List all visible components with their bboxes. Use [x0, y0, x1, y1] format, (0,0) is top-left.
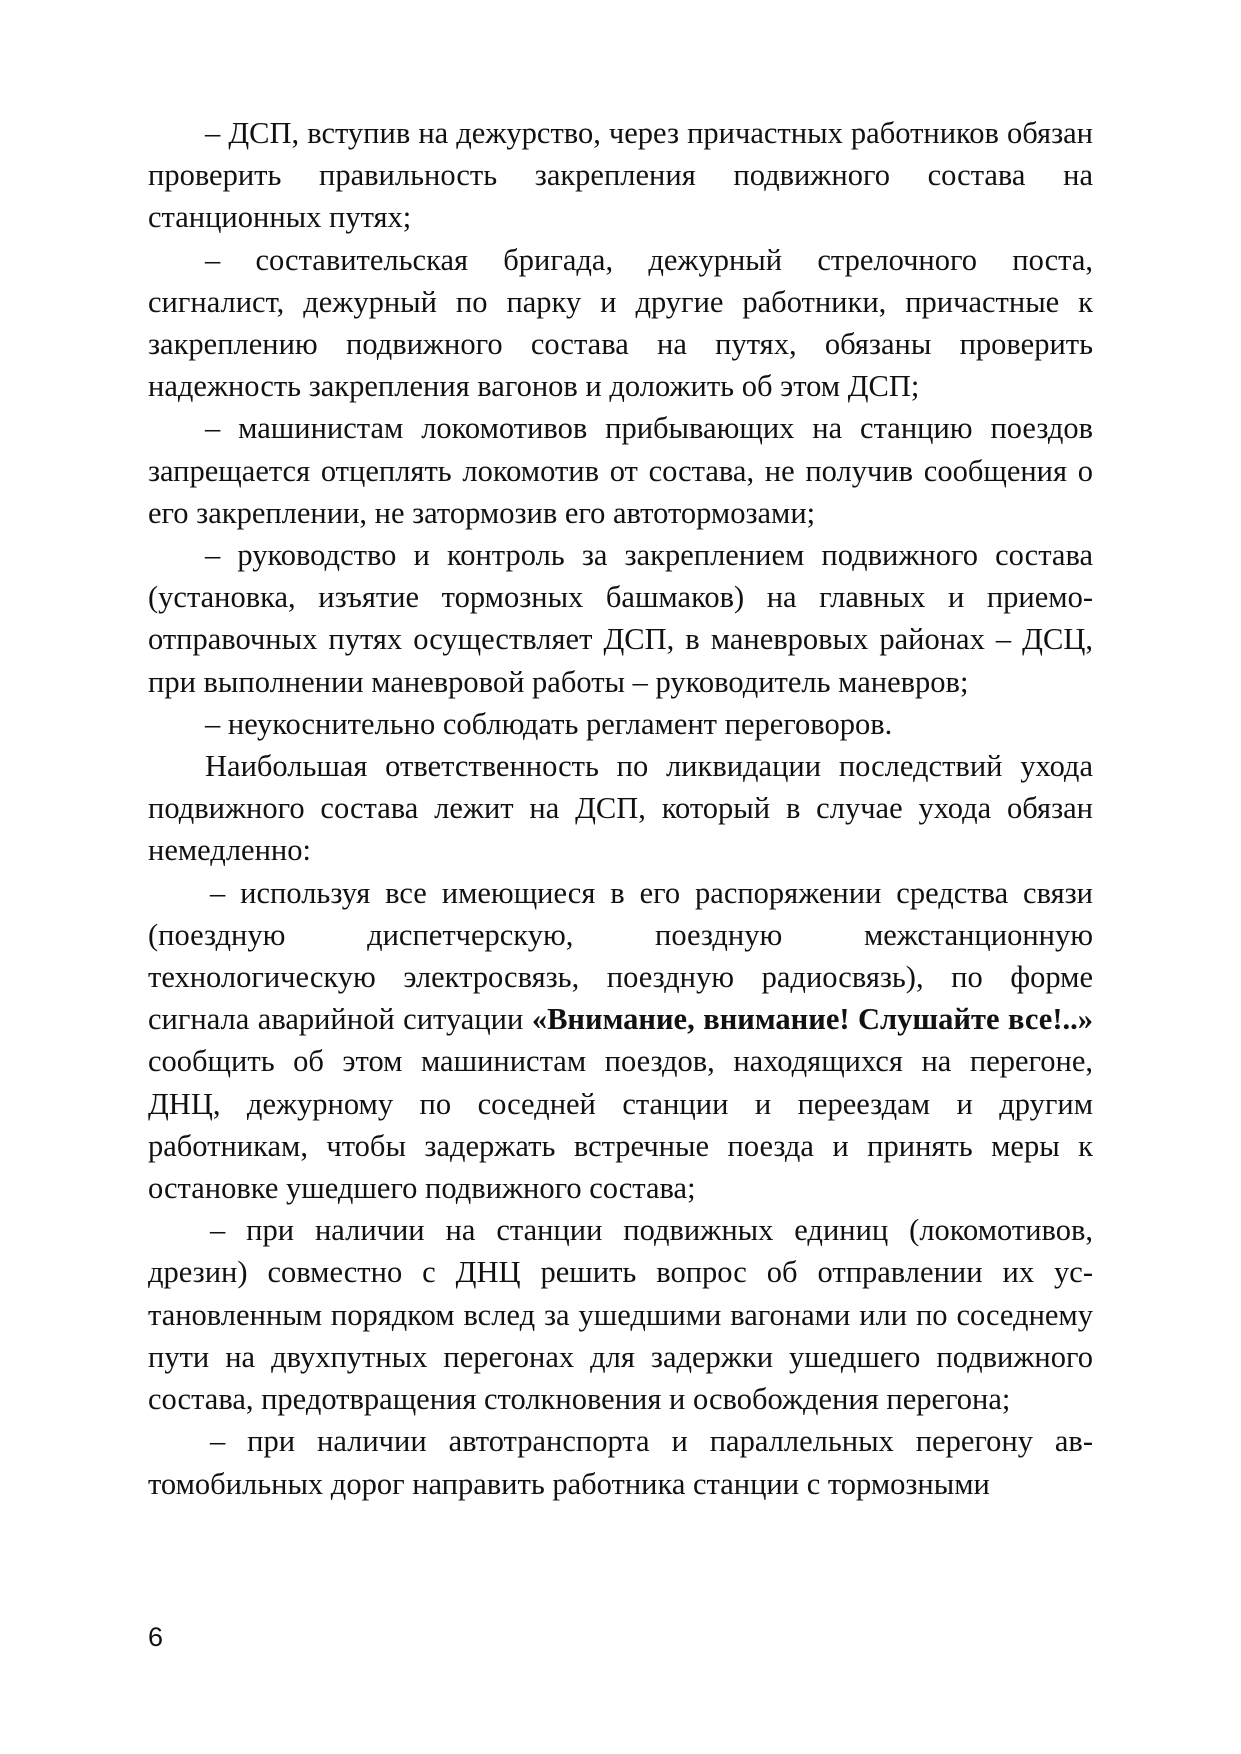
page-text: [148, 112, 1093, 1505]
paragraph-7: [148, 872, 1093, 1210]
paragraph-3: – машинистам локомотивов прибывающих на станцию поездов запрещается отцеплять локомотив от состава, не получив сообщения о его закреплении, не затормозив его автотормозами;: [148, 411, 1093, 530]
paragraph-4: – руководство и контроль за закреплением подвижного состава (установка, изъятие тормозных башмаков) на главных и приемо-отправочных путях осуществляет ДСП, в маневровых районах – ДСЦ, при выполнении маневровой работы – руководитель маневров;: [148, 538, 1093, 699]
paragraph-8: – при наличии на станции подвижных единиц (локомотивов, дрезин) совместно с ДНЦ решить вопрос об отправлении их установленным порядком вслед за ушедшими вагонами или по соседнему пути на двухпутных перегонах для задержки ушедшего подвижного состава, предотвращения столкновения и освобождения перегона;: [148, 1213, 1093, 1417]
paragraph-1: – ДСП, вступив на дежурство, через причастных работников обязан проверить правильность закрепления подвижного состава на станционных путях;: [148, 116, 1093, 235]
paragraph-6: Наибольшая ответственность по ликвидации последствий ухода подвижного состава лежит на ДСП, который в случае ухода обязан немедленно:: [148, 749, 1093, 868]
paragraph-5: – неукоснительно соблюдать регламент переговоров.: [205, 706, 893, 741]
paragraph-9: – при наличии автотранспорта и параллельных перегону автомобильных дорог направить работника станции с тормозными: [148, 1424, 1093, 1501]
page-number: 6: [148, 1622, 164, 1652]
paragraph-7-start: – используя все имеющиеся в его распоряжении средства связи (поездную диспетчерскую, поездную межстанционную технологическую электросвязь, поездную радиосвязь), по форме сигнала аварийной ситуации: [148, 875, 1093, 1037]
paragraph-2: – составительская бригада, дежурный стрелочного поста, сигналист, дежурный по парку и другие работники, причастные к закреплению подвижного состава на путях, обязаны проверить надежность закрепления вагонов и доложить об этом ДСП;: [148, 242, 1093, 404]
emergency-signal-phrase: «Внимание, внимание! Слушайте все!..»: [531, 1002, 1093, 1037]
paragraph-7-end: сообщить об этом машинистам поездов, находящихся на перегоне, ДНЦ, дежурному по соседней станции и переездам и другим работникам, чтобы задержать встречные поезда и принять меры к остановке ушедшего подвижного состава;: [148, 1044, 1093, 1206]
